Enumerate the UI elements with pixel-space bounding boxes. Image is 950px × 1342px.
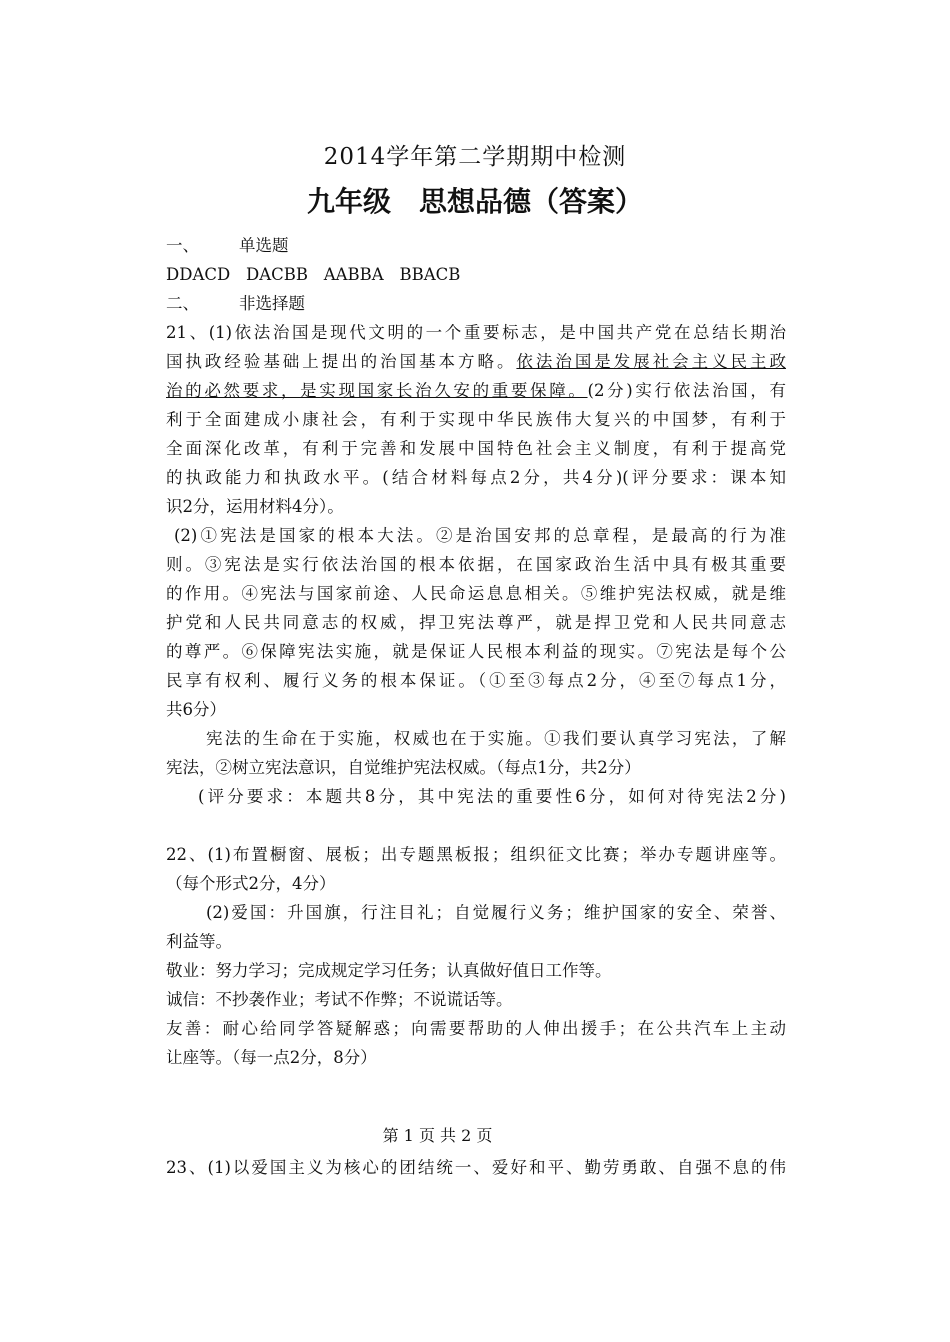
section-two-heading [166, 289, 786, 318]
q23-line: 23、(1)以爱国主义为核心的团结统一、爱好和平、勤劳勇敢、自强不息的伟 [166, 1158, 786, 1177]
q21-scoring-note: (评分要求：本题共8分，其中宪法的重要性6分，如何对待宪法2分) [198, 787, 786, 806]
q21-line: 识2分，运用材料4分）。 [166, 497, 344, 516]
q21-part2-line: 护党和人民共同意志的权威，捍卫宪法尊严，就是捍卫党和人民共同意志 [166, 613, 786, 632]
section-one-number: 一、 [166, 236, 199, 255]
q21-underlined-text: 治的必然要求，是实现国家长治久安的重要保障。 [166, 381, 588, 400]
q21-part2-line: 的作用。④宪法与国家前途、人民命运息息相关。⑤维护宪法权威，就是维 [166, 584, 786, 603]
exam-title: 2014学年第二学期期中检测 [323, 144, 627, 170]
q21-line: 21、(1)依法治国是现代文明的一个重要标志，是中国共产党在总结长期治 [166, 323, 786, 342]
answer-body [166, 231, 786, 1072]
page-footer: 第 1 页 共 2 页 [382, 1126, 493, 1145]
q22-friendliness-line: 让座等。（每一点2分，8分） [166, 1048, 377, 1067]
q22-line: （每个形式2分，4分） [166, 874, 336, 893]
q22-dedication-line: 敬业：努力学习；完成规定学习任务；认真做好值日工作等。 [166, 961, 612, 980]
q21-part2-line: 的尊严。⑥保障宪法实施，就是保证人民根本利益的现实。⑦宪法是每个公 [166, 642, 786, 661]
q22-part2-line: 利益等。 [166, 932, 232, 951]
q21-line: 的执政能力和执政水平。(结合材料每点2分，共4分)(评分要求：课本知 [166, 468, 786, 487]
q21-part2-line: 共6分） [166, 700, 226, 719]
section-two-number: 二、 [166, 294, 199, 313]
q21-line [166, 347, 786, 376]
exam-subtitle [0, 180, 950, 220]
q21-part2-line: 民享有权利、履行义务的根本保证。（①至③每点2分，④至⑦每点1分， [166, 671, 786, 690]
q21-part3-line: 宪法的生命在于实施，权威也在于实施。①我们要认真学习宪法，了解 [206, 729, 786, 748]
section-one-label: 单选题 [239, 236, 289, 255]
multiple-choice-answers: DDACD DACBB AABBA BBACB [166, 265, 461, 284]
q22-part2-line: (2)爱国：升国旗，行注目礼；自觉履行义务；维护国家的安全、荣誉、 [206, 903, 786, 922]
subject-label: 思想品德（答案） [419, 185, 644, 218]
q21-part2-line: 则。③宪法是实行依法治国的根本依据，在国家政治生活中具有极其重要 [166, 555, 786, 574]
q22-friendliness-line: 友善：耐心给同学答疑解惑；向需要帮助的人伸出援手；在公共汽车上主动 [166, 1019, 786, 1038]
q22-honesty-line: 诚信：不抄袭作业；考试不作弊；不说谎话等。 [166, 990, 513, 1009]
q21-line: 全面深化改革，有利于完善和发展中国特色社会主义制度，有利于提高党 [166, 439, 786, 458]
q21-line [166, 376, 786, 405]
q21-part2-line: (2)①宪法是国家的根本大法。②是治国安邦的总章程，是最高的行为准 [174, 526, 786, 545]
q21-underlined-text: 依法治国是发展社会主义民主政 [516, 352, 787, 371]
section-one-heading [166, 231, 786, 260]
section-two-label: 非选择题 [239, 294, 305, 313]
q21-line: 利于全面建成小康社会，有利于实现中华民族伟大复兴的中国梦，有利于 [166, 410, 786, 429]
grade-label: 九年级 [306, 185, 391, 218]
q22-line: 22、(1)布置橱窗、展板；出专题黑板报；组织征文比赛；举办专题讲座等。 [166, 845, 786, 864]
q21-part3-line: 宪法，②树立宪法意识，自觉维护宪法权威。（每点1分，共2分） [166, 758, 641, 777]
q21-text: (2分)实行依法治国，有 [587, 381, 787, 400]
q21-text: 国执政经验基础上提出的治国基本方略。 [166, 352, 517, 371]
